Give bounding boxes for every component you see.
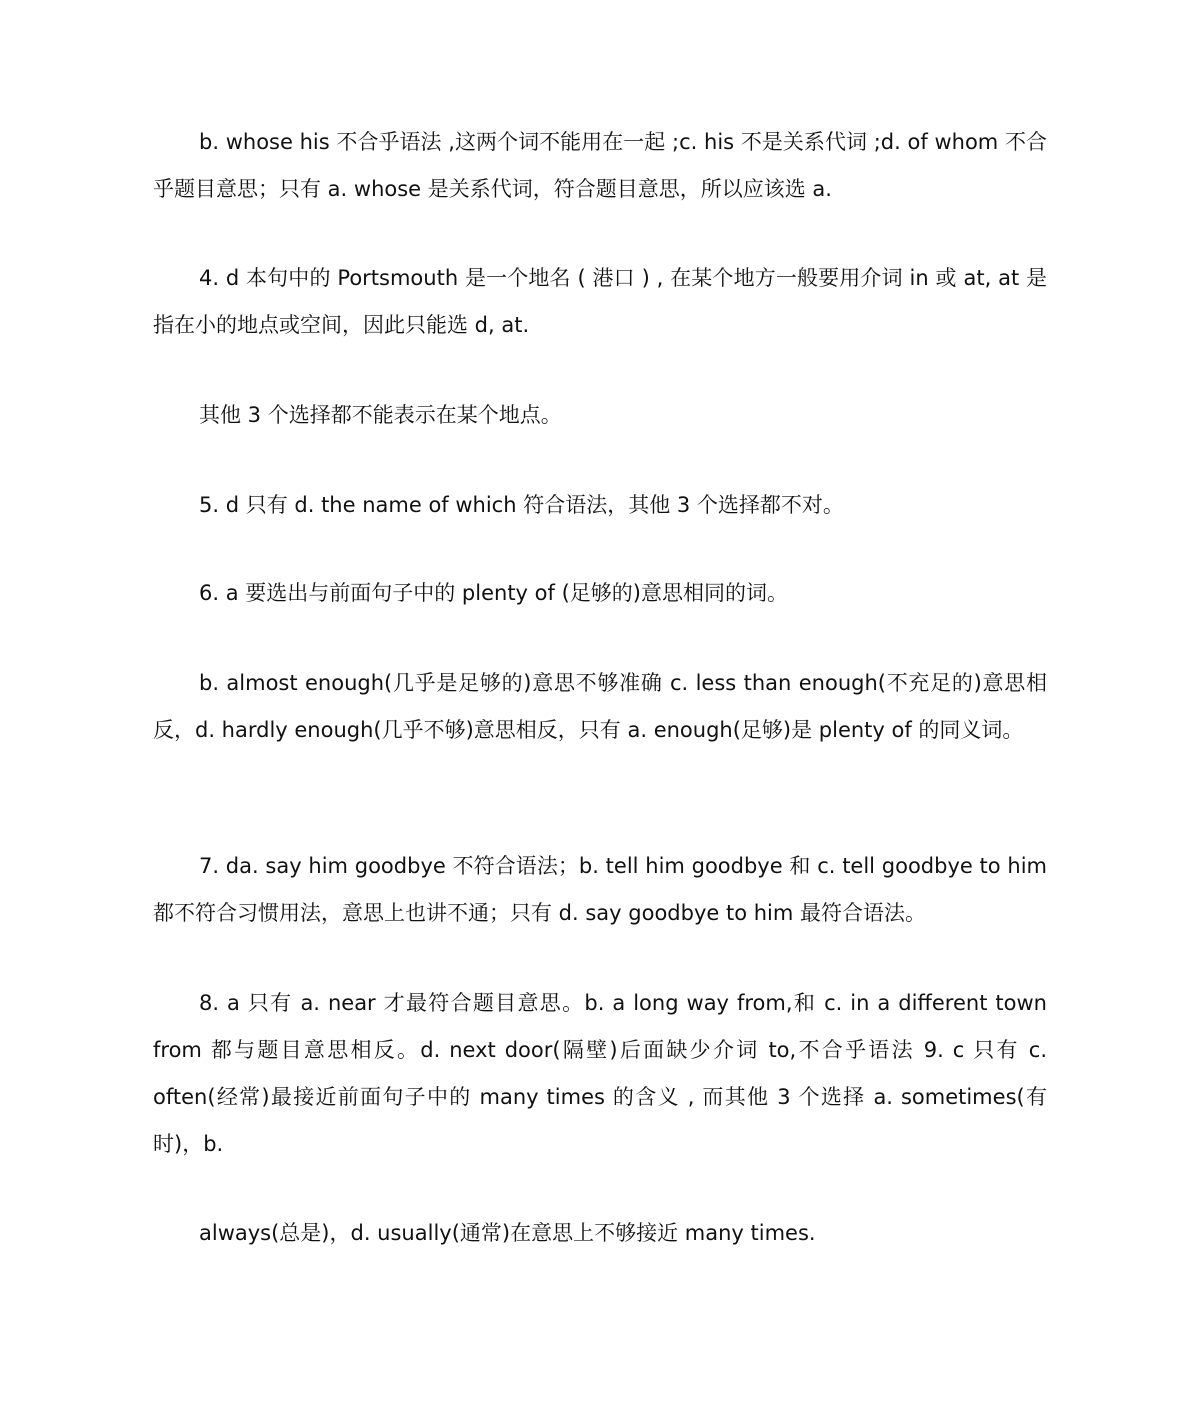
paragraph-6: b. almost enough(几乎是足够的)意思不够准确 c. less than enough(不充足的)意思相反，d. hardly enough(几乎不够)意思相反，只有 a. enough(足够)是 plenty of 的同义词。 [153, 671, 1047, 742]
paragraph-8: 8. a 只有 a. near 才最符合题目意思。b. a long way from,和 c. in a different town from 都与题目意思相反。d. next door(隔壁)后面缺少介词 to,不合乎语法 9. c 只有 c. often(经常)最接近前面句子中的 many times 的含义 , 而其他 3 个选择 a. sometimes(有时)，b. [153, 991, 1047, 1156]
paragraph-5: 6. a 要选出与前面句子中的 plenty of (足够的)意思相同的词。 [199, 581, 788, 605]
paragraph-1: b. whose his 不合乎语法 ,这两个词不能用在一起 ;c. his 不是关系代词 ;d. of whom 不合乎题目意思；只有 a. whose 是关系代词，符合题目意思，所以应该选 a. [153, 130, 1047, 201]
paragraph-2: 4. d 本句中的 Portsmouth 是一个地名 ( 港口 ) , 在某个地方一般要用介词 in 或 at, at 是指在小的地点或空间，因此只能选 d, at. [153, 266, 1047, 337]
paragraph-4: 5. d 只有 d. the name of which 符合语法，其他 3 个选择都不对。 [199, 493, 844, 517]
paragraph-9: always(总是)，d. usually(通常)在意思上不够接近 many times. [199, 1221, 816, 1245]
paragraph-7: 7. da. say him goodbye 不符合语法；b. tell him goodbye 和 c. tell goodbye to him 都不符合习惯用法，意思上也讲不通；只有 d. say goodbye to him 最符合语法。 [153, 854, 1047, 925]
paragraph-3: 其他 3 个选择都不能表示在某个地点。 [199, 403, 562, 427]
